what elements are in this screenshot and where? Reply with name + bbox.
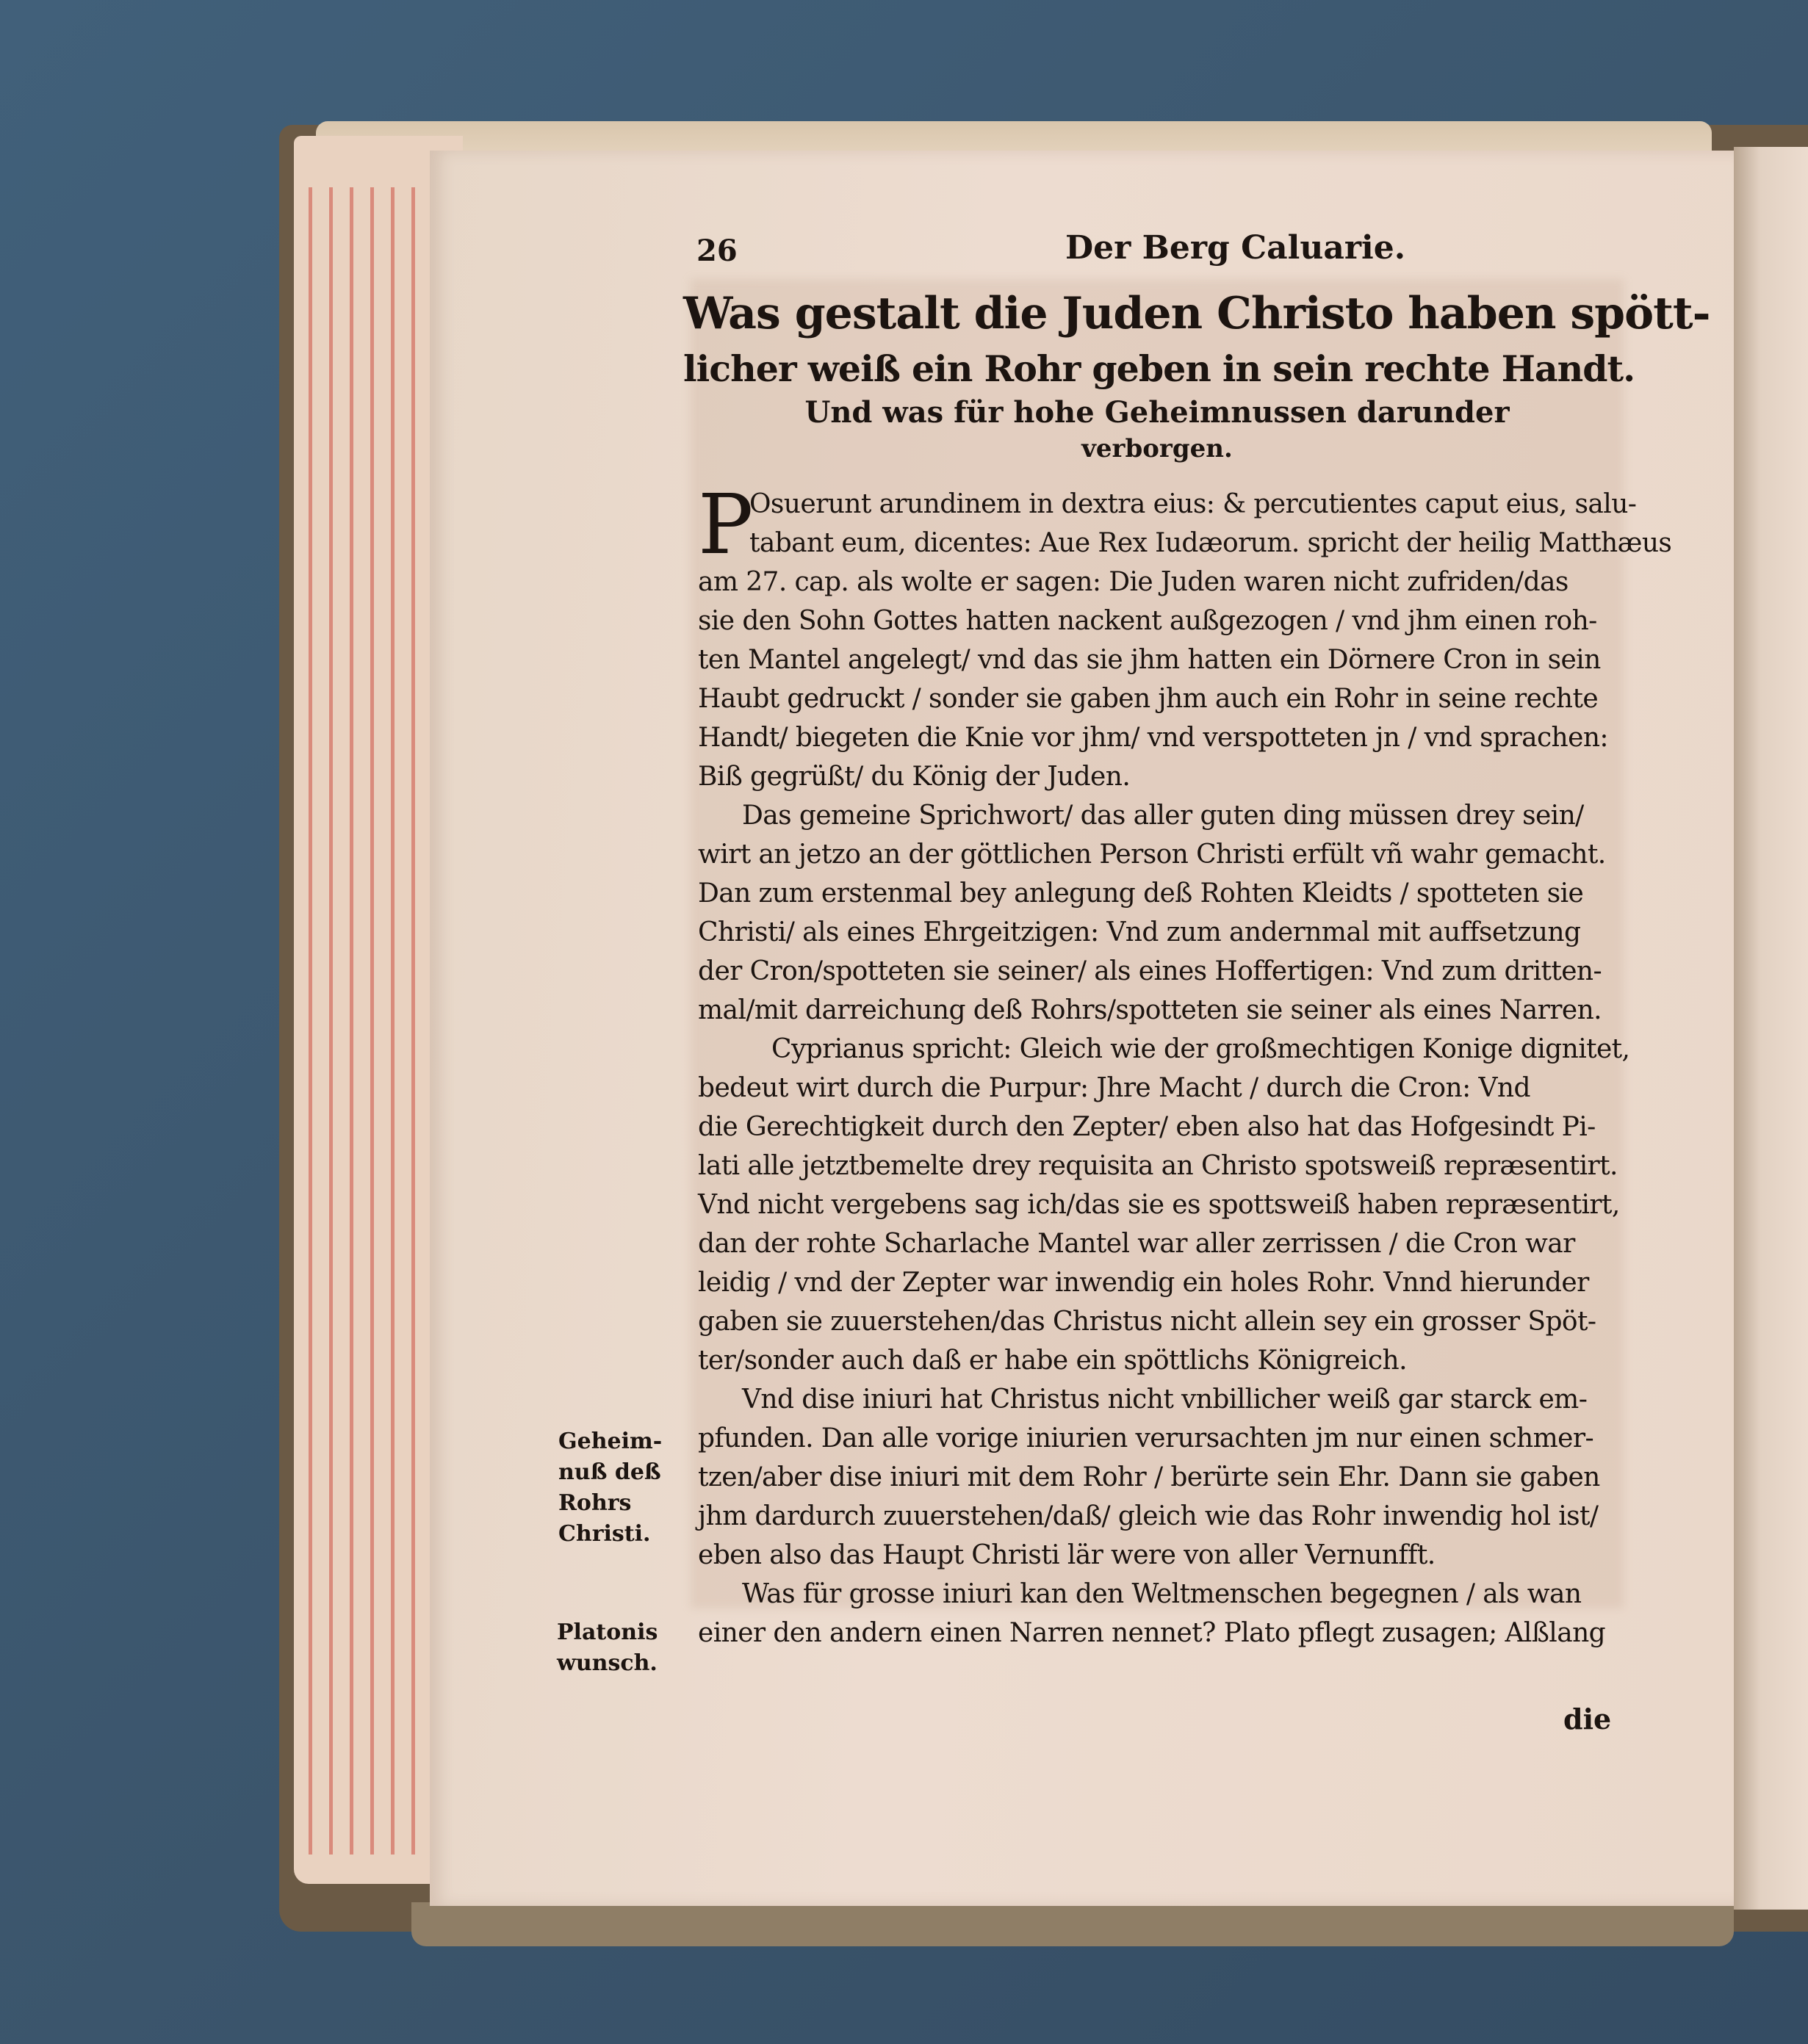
body-line: wirt an jetzo an der göttlichen Person Christi erfült vñ wahr gemacht.	[698, 839, 1606, 870]
body-line: sie den Sohn Gottes hatten nackent außgezogen / vnd jhm einen roh-	[698, 606, 1597, 636]
page-edge-line	[309, 187, 312, 1855]
marginal-note-line: nuß deß	[558, 1459, 661, 1485]
body-line: Christi/ als eines Ehrgeitzigen: Vnd zum andernmal mit auffsetzung	[698, 917, 1581, 947]
drop-cap: P	[698, 477, 754, 573]
title-line: Was gestalt die Juden Christo haben spött-	[683, 288, 1710, 339]
marginal-note	[557, 1617, 658, 1679]
body-line: pfunden. Dan alle vorige iniurien verursachten jm nur einen schmer-	[698, 1423, 1594, 1453]
page-edge-line	[391, 187, 395, 1855]
body-line: Was für grosse iniuri kan den Weltmenschen begegnen / als wan	[742, 1579, 1582, 1609]
body-line: gaben sie zuuerstehen/das Christus nicht allein sey ein grosser Spöt-	[698, 1307, 1596, 1337]
running-head: Der Berg Caluarie.	[1065, 229, 1406, 267]
marginal-note	[558, 1426, 662, 1550]
marginal-note-line: Rohrs	[558, 1490, 632, 1516]
title-line: Und was für hohe Geheimnussen darunder	[804, 395, 1510, 430]
body-line: ter/sonder auch daß er habe ein spöttlichs Königreich.	[698, 1346, 1407, 1376]
body-line: Biß gegrüßt/ du König der Juden.	[698, 762, 1131, 792]
body-line: der Cron/spotteten sie seiner/ als eines Hoffertigen: Vnd zum dritten-	[698, 956, 1602, 986]
body-text	[698, 477, 1672, 1653]
book-bottom-edge	[411, 1902, 1734, 1946]
body-line: Vnd dise iniuri hat Christus nicht vnbillicher weiß gar starck em-	[742, 1384, 1588, 1415]
facing-page-edge	[1734, 147, 1808, 1910]
page-edge-line	[411, 187, 415, 1855]
body-line: Osuerunt arundinem in dextra eius: & percutientes caput eius, salu-	[749, 489, 1637, 519]
body-line: Das gemeine Sprichwort/ das aller guten ding müssen drey sein/	[742, 801, 1584, 831]
body-line: mal/mit darreichung deß Rohrs/spotteten sie seiner als eines Narren.	[698, 995, 1602, 1025]
body-line: tabant eum, dicentes: Aue Rex Iudæorum. spricht der heilig Matthæus	[749, 528, 1672, 558]
body-line: Vnd nicht vergebens sag ich/das sie es spottsweiß haben repræsentirt,	[698, 1190, 1620, 1220]
title-line: licher weiß ein Rohr geben in sein rechte Handt.	[683, 347, 1635, 390]
body-line: Handt/ biegeten die Knie vor jhm/ vnd verspotteten jn / vnd sprachen:	[698, 723, 1608, 753]
body-line: leidig / vnd der Zepter war inwendig ein holes Rohr. Vnnd hierunder	[698, 1268, 1589, 1298]
page-number: 26	[696, 234, 738, 268]
body-line: die Gerechtigkeit durch den Zepter/ eben also hat das Hofgesindt Pi-	[698, 1112, 1596, 1142]
body-line: eben also das Haupt Christi lär were von aller Vernunfft.	[698, 1540, 1436, 1570]
marginal-note-line: wunsch.	[557, 1650, 658, 1676]
body-line: Cyprianus spricht: Gleich wie der großmechtigen Konige dignitet,	[771, 1034, 1630, 1064]
page-edge-line	[370, 187, 374, 1855]
marginal-note-line: Christi.	[558, 1521, 651, 1547]
body-line: bedeut wirt durch die Purpur: Jhre Macht / durch die Cron: Vnd	[698, 1073, 1530, 1103]
body-line: lati alle jetztbemelte drey requisita an Christo spotsweiß repræsentirt.	[698, 1151, 1618, 1181]
page-edge-line	[350, 187, 353, 1855]
body-line: Haubt gedruckt / sonder sie gaben jhm auch ein Rohr in seine rechte	[698, 684, 1599, 714]
title-line: verborgen.	[1081, 434, 1233, 463]
marginal-note-line: Platonis	[557, 1619, 658, 1645]
catchword: die	[1563, 1702, 1612, 1736]
page-edge-line	[329, 187, 333, 1855]
body-line: dan der rohte Scharlache Mantel war aller zerrissen / die Cron war	[698, 1229, 1575, 1259]
chapter-title	[683, 283, 1710, 465]
body-line: ten Mantel angelegt/ vnd das sie jhm hatten ein Dörnere Cron in sein	[698, 645, 1601, 675]
marginal-note-line: Geheim-	[558, 1429, 663, 1454]
body-line: jhm dardurch zuuerstehen/daß/ gleich wie das Rohr inwendig hol ist/	[698, 1501, 1599, 1531]
body-line: einer den andern einen Narren nennet? Plato pflegt zusagen; Alßlang	[698, 1618, 1606, 1648]
body-line: tzen/aber dise iniuri mit dem Rohr / berürte sein Ehr. Dann sie gaben	[698, 1462, 1600, 1492]
body-line: Dan zum erstenmal bey anlegung deß Rohten Kleidts / spotteten sie	[698, 878, 1584, 909]
body-line: am 27. cap. als wolte er sagen: Die Juden waren nicht zufriden/das	[698, 567, 1569, 597]
